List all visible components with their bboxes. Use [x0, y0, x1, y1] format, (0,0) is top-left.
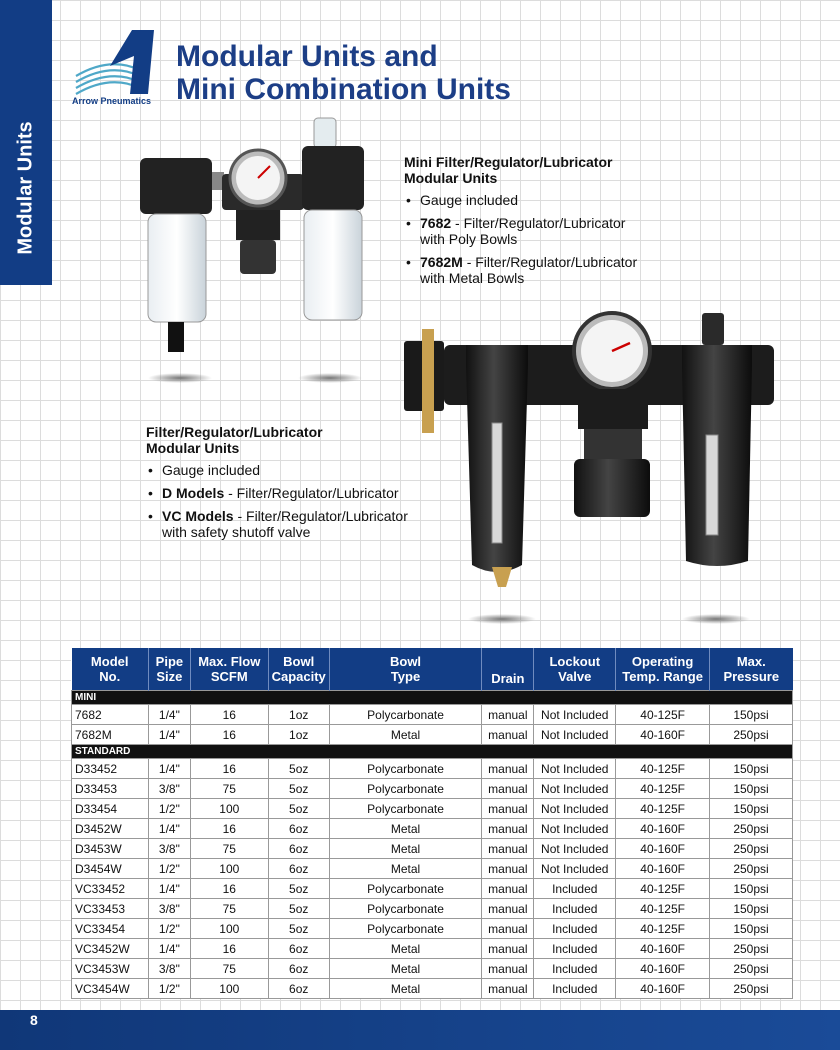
standard-description [146, 424, 446, 547]
table-cell: 5oz [268, 779, 329, 799]
table-cell: 40-125F [616, 705, 710, 725]
table-cell: Not Included [534, 705, 616, 725]
table-cell: 5oz [268, 759, 329, 779]
table-cell: 150psi [710, 779, 793, 799]
column-header-line-1: Lockout [549, 654, 601, 669]
table-cell: VC3452W [72, 939, 149, 959]
table-cell: Not Included [534, 779, 616, 799]
table-cell: 1/2" [148, 979, 190, 999]
table-row [72, 979, 793, 999]
mini-bullet-7682m-text: - Filter/Regulator/Lubricator [462, 254, 638, 270]
table-cell: Polycarbonate [329, 879, 482, 899]
column-header [329, 648, 482, 691]
table-cell: 16 [190, 705, 268, 725]
table-cell: 16 [190, 725, 268, 745]
table-cell: 1/4" [148, 879, 190, 899]
standard-heading-line-2: Modular Units [146, 440, 240, 456]
sidebar-label: Modular Units [14, 121, 37, 255]
column-header-line-2: Size [156, 669, 183, 684]
table-cell: 5oz [268, 919, 329, 939]
header-row [72, 648, 793, 691]
table-cell: 40-160F [616, 839, 710, 859]
table-cell: 250psi [710, 725, 793, 745]
table-cell: Polycarbonate [329, 919, 482, 939]
table-cell: manual [482, 759, 534, 779]
table-cell: 150psi [710, 879, 793, 899]
table-cell: 16 [190, 759, 268, 779]
table-cell: 40-125F [616, 759, 710, 779]
column-header-line-2: No. [99, 669, 121, 684]
table-cell: D3454W [72, 859, 149, 879]
table-cell: Metal [329, 939, 482, 959]
column-header-line-1: Bowl [283, 654, 315, 669]
table-cell: 250psi [710, 819, 793, 839]
table-cell: 40-160F [616, 819, 710, 839]
table-cell: D33452 [72, 759, 149, 779]
table-cell: 250psi [710, 959, 793, 979]
table-row [72, 839, 793, 859]
column-header-line-2: Drain [491, 671, 525, 686]
table-cell: 7682 [72, 705, 149, 725]
table-cell: 6oz [268, 839, 329, 859]
table-cell: 5oz [268, 799, 329, 819]
table-cell: 40-160F [616, 939, 710, 959]
table-cell: 150psi [710, 919, 793, 939]
table-cell: 150psi [710, 759, 793, 779]
standard-bullet-vc-models-line2: with safety shutoff valve [162, 524, 311, 540]
standard-bullet-d-models-text: - Filter/Regulator/Lubricator [224, 485, 399, 501]
table-row [72, 859, 793, 879]
table-cell: VC33453 [72, 899, 149, 919]
table-cell: 150psi [710, 705, 793, 725]
table-cell: Not Included [534, 859, 616, 879]
mini-bullet-7682-text: - Filter/Regulator/Lubricator [451, 215, 626, 231]
standard-bullet-list [146, 462, 446, 540]
table-cell: 250psi [710, 859, 793, 879]
mini-bullet-7682m [404, 254, 704, 286]
table-cell: Polycarbonate [329, 705, 482, 725]
table-cell: 40-125F [616, 879, 710, 899]
table-cell: Included [534, 899, 616, 919]
table-cell: Metal [329, 819, 482, 839]
mini-bullet-7682 [404, 215, 704, 247]
table-cell: manual [482, 799, 534, 819]
table-cell: 1/2" [148, 799, 190, 819]
table-cell: VC3453W [72, 959, 149, 979]
mini-bullet-gauge [404, 192, 704, 208]
table-cell: Metal [329, 959, 482, 979]
table-cell: 1/4" [148, 759, 190, 779]
section-label: MINI [72, 691, 793, 705]
table-cell: manual [482, 979, 534, 999]
table-cell: Polycarbonate [329, 759, 482, 779]
table-cell: 5oz [268, 899, 329, 919]
table-cell: 40-125F [616, 779, 710, 799]
column-header-line-2: Capacity [271, 669, 326, 684]
column-header-line-1: Max. [736, 654, 766, 669]
table-cell: manual [482, 919, 534, 939]
mini-description [404, 154, 704, 293]
section-label: STANDARD [72, 745, 793, 759]
column-header [190, 648, 268, 691]
logo-text: Arrow Pneumatics [72, 96, 152, 106]
table-cell: 1/4" [148, 939, 190, 959]
column-header-line-1: Max. Flow [198, 654, 261, 669]
column-header-line-2: SCFM [210, 669, 248, 684]
table-cell: 1oz [268, 725, 329, 745]
table-cell: 40-160F [616, 979, 710, 999]
page-number: 8 [30, 1012, 38, 1028]
mini-heading-line-1: Mini Filter/Regulator/Lubricator [404, 154, 613, 170]
column-header-line-1: Operating [631, 654, 694, 669]
table-cell: 75 [190, 899, 268, 919]
table-cell: Metal [329, 839, 482, 859]
table-row [72, 759, 793, 779]
mini-bullet-7682-model: 7682 [420, 215, 452, 231]
column-header [482, 648, 534, 691]
table-cell: D33453 [72, 779, 149, 799]
table-cell: 1oz [268, 705, 329, 725]
column-header-line-2: Type [390, 669, 421, 684]
mini-bullet-list [404, 192, 704, 286]
table-row [72, 725, 793, 745]
table-cell: D3452W [72, 819, 149, 839]
table-cell: Not Included [534, 759, 616, 779]
table-cell: 3/8" [148, 899, 190, 919]
table-cell: Not Included [534, 839, 616, 859]
table-cell: Included [534, 919, 616, 939]
table-cell: 3/8" [148, 839, 190, 859]
table-cell: manual [482, 879, 534, 899]
table-cell: manual [482, 705, 534, 725]
standard-bullet-vc-models [146, 508, 446, 540]
table-cell: Included [534, 879, 616, 899]
table-cell: 100 [190, 919, 268, 939]
table-cell: 3/8" [148, 779, 190, 799]
table-cell: 6oz [268, 859, 329, 879]
standard-frl-product-image [400, 305, 780, 630]
table-cell: Metal [329, 725, 482, 745]
column-header-line-2: Temp. Range [622, 669, 703, 684]
page-title [176, 40, 511, 106]
footer-bar [0, 1010, 840, 1050]
table-cell: 1/4" [148, 705, 190, 725]
spec-table-header [72, 648, 793, 691]
standard-bullet-gauge [146, 462, 446, 478]
table-cell: 40-125F [616, 799, 710, 819]
table-cell: 100 [190, 799, 268, 819]
table-cell: 1/2" [148, 859, 190, 879]
table-cell: 1/2" [148, 919, 190, 939]
standard-bullet-gauge-text: Gauge included [162, 462, 261, 478]
table-cell: 3/8" [148, 959, 190, 979]
mini-heading-line-2: Modular Units [404, 170, 498, 186]
table-cell: manual [482, 819, 534, 839]
table-cell: 1/4" [148, 819, 190, 839]
table-cell: manual [482, 939, 534, 959]
standard-heading [146, 424, 446, 456]
table-cell: 150psi [710, 799, 793, 819]
table-cell: manual [482, 859, 534, 879]
table-cell: 250psi [710, 979, 793, 999]
title-line-1: Modular Units and [176, 40, 438, 73]
table-section-row [72, 745, 793, 759]
sidebar-tab [0, 0, 52, 285]
table-row [72, 959, 793, 979]
column-header-line-2: Valve [558, 669, 592, 684]
column-header-line-1: Model [90, 654, 129, 669]
table-cell: VC33452 [72, 879, 149, 899]
table-cell: 75 [190, 959, 268, 979]
table-cell: Polycarbonate [329, 899, 482, 919]
table-cell: 6oz [268, 959, 329, 979]
table-cell: manual [482, 839, 534, 859]
table-cell: Included [534, 979, 616, 999]
table-cell: 16 [190, 879, 268, 899]
column-header [72, 648, 149, 691]
table-row [72, 779, 793, 799]
column-header-line-1: Pipe [155, 654, 184, 669]
table-cell: 16 [190, 819, 268, 839]
standard-bullet-d-models-name: D Models [162, 485, 225, 501]
mini-bullet-7682-line2: with Poly Bowls [420, 231, 518, 247]
table-cell: 100 [190, 979, 268, 999]
column-header-line-1: Bowl [389, 654, 422, 669]
table-cell: Polycarbonate [329, 779, 482, 799]
table-cell: Metal [329, 859, 482, 879]
table-cell: 250psi [710, 939, 793, 959]
table-cell: 150psi [710, 899, 793, 919]
table-row [72, 939, 793, 959]
table-cell: VC3454W [72, 979, 149, 999]
table-row [72, 799, 793, 819]
mini-bullet-7682m-line2: with Metal Bowls [420, 270, 525, 286]
table-cell: Included [534, 959, 616, 979]
standard-bullet-vc-models-name: VC Models [162, 508, 234, 524]
mini-heading [404, 154, 704, 186]
spec-table-body [72, 691, 793, 999]
table-cell: D3453W [72, 839, 149, 859]
table-cell: VC33454 [72, 919, 149, 939]
table-cell: manual [482, 779, 534, 799]
table-cell: 5oz [268, 879, 329, 899]
standard-heading-line-1: Filter/Regulator/Lubricator [146, 424, 323, 440]
table-cell: 75 [190, 839, 268, 859]
spec-table [71, 648, 793, 999]
table-cell: Polycarbonate [329, 799, 482, 819]
title-line-2: Mini Combination Units [176, 73, 511, 106]
table-cell: D33454 [72, 799, 149, 819]
table-cell: 40-160F [616, 859, 710, 879]
table-cell: 250psi [710, 839, 793, 859]
table-row [72, 819, 793, 839]
table-cell: 7682M [72, 725, 149, 745]
column-header [148, 648, 190, 691]
table-section-row [72, 691, 793, 705]
table-cell: 40-125F [616, 899, 710, 919]
table-cell: 40-125F [616, 919, 710, 939]
table-cell: Not Included [534, 725, 616, 745]
mini-bullet-7682m-model: 7682M [420, 254, 463, 270]
standard-bullet-d-models [146, 485, 446, 501]
table-cell: 75 [190, 779, 268, 799]
table-row [72, 899, 793, 919]
table-cell: 16 [190, 939, 268, 959]
table-cell: 40-160F [616, 959, 710, 979]
mini-bullet-gauge-text: Gauge included [420, 192, 519, 208]
standard-bullet-vc-models-text: - Filter/Regulator/Lubricator [233, 508, 408, 524]
table-cell: 6oz [268, 819, 329, 839]
table-cell: 1/4" [148, 725, 190, 745]
column-header [268, 648, 329, 691]
column-header [616, 648, 710, 691]
table-row [72, 705, 793, 725]
table-cell: Not Included [534, 819, 616, 839]
table-cell: 40-160F [616, 725, 710, 745]
mini-frl-product-image [130, 110, 390, 400]
table-cell: Included [534, 939, 616, 959]
column-header [710, 648, 793, 691]
table-cell: manual [482, 725, 534, 745]
table-cell: 6oz [268, 979, 329, 999]
table-cell: Metal [329, 979, 482, 999]
table-row [72, 919, 793, 939]
column-header [534, 648, 616, 691]
table-row [72, 879, 793, 899]
table-cell: 100 [190, 859, 268, 879]
table-cell: manual [482, 899, 534, 919]
column-header-line-2: Pressure [723, 669, 780, 684]
table-cell: Not Included [534, 799, 616, 819]
table-cell: 6oz [268, 939, 329, 959]
table-cell: manual [482, 959, 534, 979]
